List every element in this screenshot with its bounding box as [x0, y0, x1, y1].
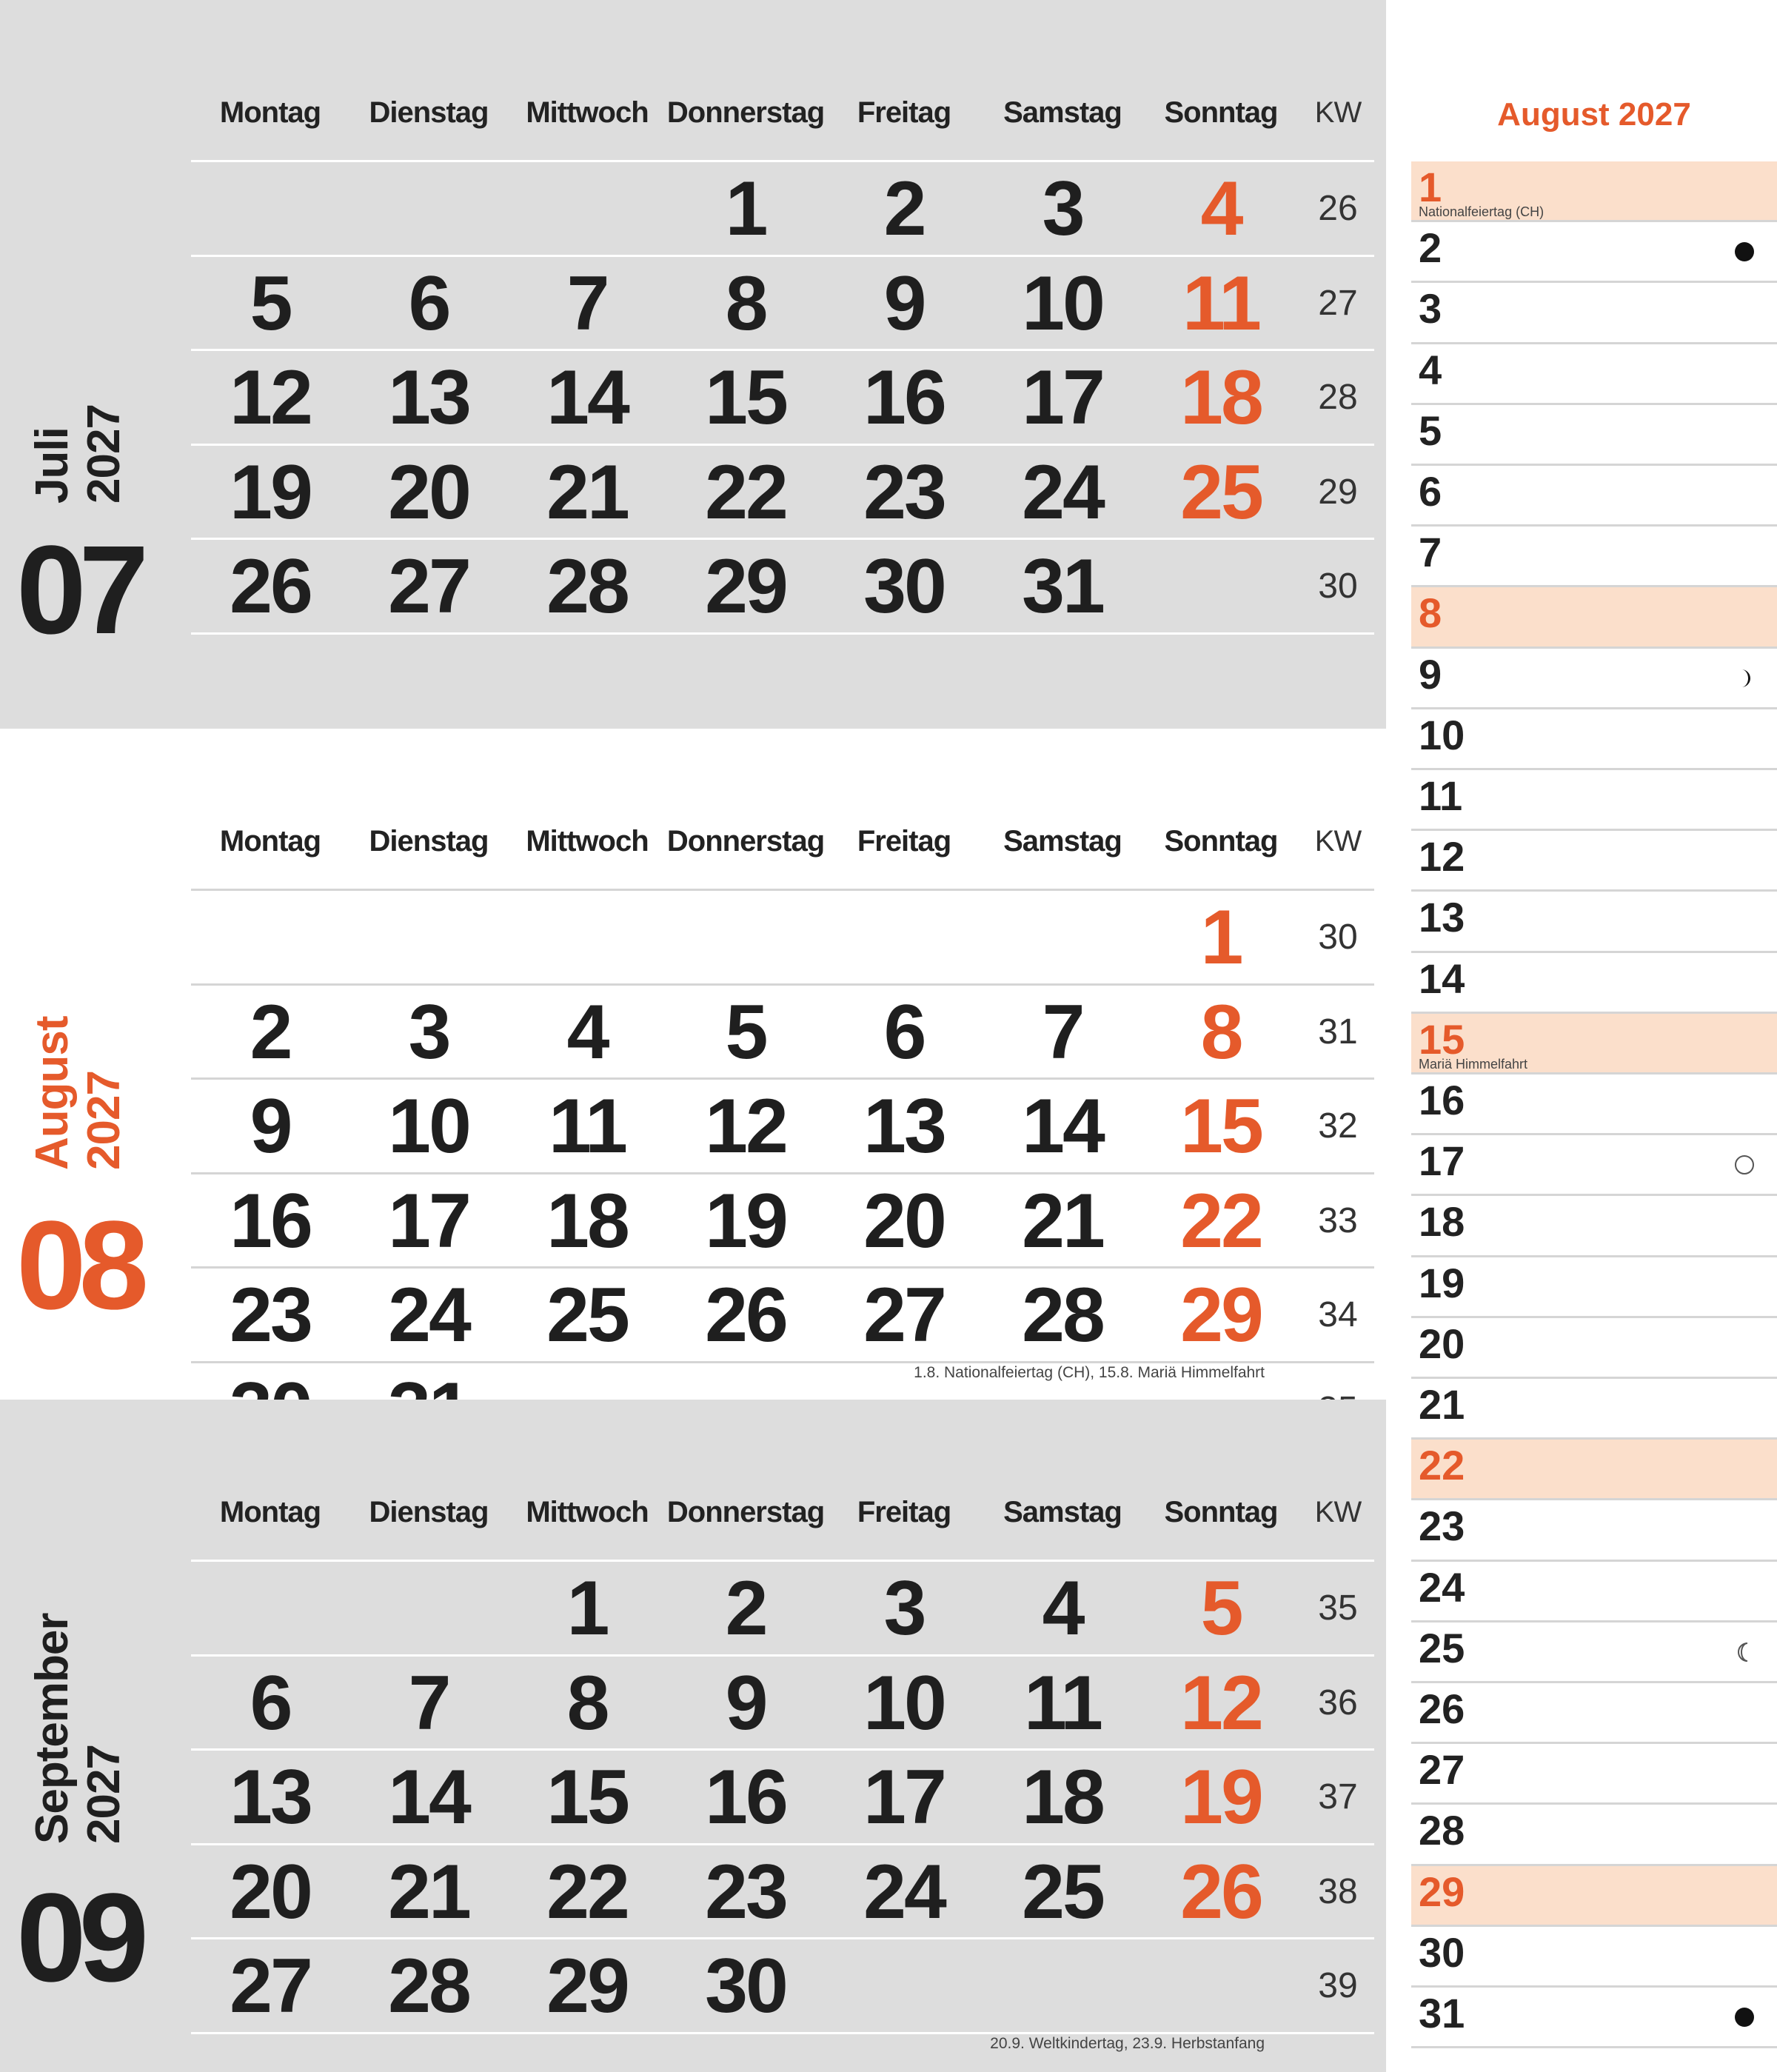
weekday-header: Montag	[219, 825, 321, 858]
date: 28	[1022, 1272, 1103, 1358]
full-moon-icon	[1734, 1154, 1755, 1175]
sidebar-day-number: 23	[1419, 1503, 1465, 1550]
sidebar-day-number: 7	[1419, 529, 1442, 576]
sidebar-day-number: 17	[1419, 1137, 1465, 1185]
sidebar-day-row	[1411, 953, 1777, 1014]
date: 29	[705, 544, 786, 629]
weekday-header: Donnerstag	[666, 96, 825, 129]
row-divider	[191, 255, 1374, 257]
row-divider	[191, 1172, 1374, 1174]
sidebar-holiday-label: Mariä Himmelfahrt	[1419, 1056, 1528, 1072]
weekday-header: Samstag	[1003, 1496, 1122, 1528]
date: 9	[883, 260, 925, 347]
date: 6	[250, 1660, 291, 1746]
weekday-header: Dienstag	[369, 825, 489, 858]
weekday-header: Samstag	[1003, 825, 1122, 858]
sunday-date: 11	[1182, 260, 1259, 347]
sidebar-day-row	[1411, 1744, 1777, 1805]
month-title-rotated	[27, 1016, 133, 1170]
weekday-header: Sonntag	[1164, 1496, 1278, 1528]
weekday-header: Mittwoch	[526, 96, 649, 129]
row-divider	[191, 1748, 1374, 1751]
weekday-header: Montag	[219, 1496, 321, 1528]
month-number: 09	[16, 1868, 142, 2008]
sidebar-day-number: 21	[1419, 1381, 1465, 1428]
sidebar-day-row	[1411, 1500, 1777, 1561]
sunday-date: 19	[1180, 1754, 1262, 1840]
sidebar-day-row	[1411, 831, 1777, 892]
week-number: 39	[1318, 1966, 1358, 2005]
sunday-date: 1	[1200, 895, 1242, 980]
last-quarter-moon-icon	[1734, 1642, 1755, 1662]
sunday-date: 22	[1180, 1177, 1262, 1264]
sunday-date: 12	[1180, 1660, 1262, 1746]
date: 13	[230, 1754, 311, 1840]
date: 1	[566, 1565, 608, 1651]
week-number: 37	[1318, 1777, 1358, 1817]
date: 5	[725, 989, 766, 1075]
sidebar-day-number: 11	[1419, 772, 1463, 819]
sidebar-day-number: 12	[1419, 833, 1465, 880]
date: 5	[250, 260, 291, 347]
date: 10	[388, 1083, 469, 1169]
date: 18	[1022, 1754, 1103, 1840]
row-divider	[191, 160, 1374, 162]
date: 25	[1022, 1848, 1103, 1935]
week-number: 38	[1318, 1871, 1358, 1911]
sidebar-day-row	[1411, 222, 1777, 283]
date: 14	[388, 1754, 469, 1840]
sidebar-day-row	[1411, 1196, 1777, 1257]
date: 23	[230, 1272, 311, 1358]
sidebar-day-number: 1	[1419, 164, 1442, 210]
date: 14	[546, 355, 628, 441]
sidebar-day-number: 6	[1419, 468, 1442, 515]
sidebar-day-row	[1411, 587, 1777, 648]
sidebar-day-number: 18	[1419, 1198, 1465, 1246]
sunday-date: 15	[1180, 1083, 1262, 1169]
date: 10	[863, 1660, 945, 1746]
kw-header: KW	[1314, 1496, 1362, 1528]
sidebar-day-row	[1411, 1622, 1777, 1683]
date: 2	[250, 989, 291, 1075]
date: 27	[863, 1272, 945, 1358]
sidebar-day-row	[1411, 1988, 1777, 2048]
sidebar-day-number: 27	[1419, 1746, 1465, 1794]
sidebar-day-row	[1411, 466, 1777, 527]
sunday-date: 8	[1200, 989, 1242, 1075]
row-divider	[191, 1654, 1374, 1657]
date: 8	[725, 260, 766, 347]
sidebar-title: August 2027	[1497, 96, 1691, 133]
weekday-header: Sonntag	[1164, 825, 1278, 858]
sidebar-day-number: 28	[1419, 1807, 1465, 1854]
sidebar-day-number: 10	[1419, 711, 1465, 758]
date: 30	[705, 1943, 786, 2029]
weekday-header: Sonntag	[1164, 96, 1278, 129]
weekday-header: Dienstag	[369, 1496, 489, 1528]
month-block-september	[0, 1400, 1386, 2072]
week-number: 26	[1318, 189, 1358, 228]
sunday-date: 4	[1200, 166, 1242, 252]
sunday-date: 26	[1180, 1848, 1262, 1935]
weekday-header: Montag	[219, 96, 321, 129]
sidebar-day-row	[1411, 1927, 1777, 1988]
weekday-header: Mittwoch	[526, 1496, 649, 1528]
sidebar-day-row	[1411, 283, 1777, 344]
row-divider	[191, 1937, 1374, 1939]
first-quarter-moon-icon	[1734, 668, 1755, 689]
date: 16	[230, 1177, 311, 1264]
date: 3	[1042, 166, 1083, 252]
sidebar-day-row	[1411, 1379, 1777, 1440]
kw-header: KW	[1314, 825, 1362, 858]
row-divider	[191, 538, 1374, 540]
row-divider	[191, 889, 1374, 891]
sidebar-day-row	[1411, 1014, 1777, 1075]
sidebar-day-row	[1411, 649, 1777, 709]
date: 30	[863, 544, 945, 629]
month-block-august	[0, 729, 1386, 1400]
new-moon-icon	[1734, 2007, 1755, 2028]
month-year: 2027	[78, 404, 130, 504]
date: 2	[725, 1565, 766, 1651]
sidebar-day-row	[1411, 1562, 1777, 1622]
sidebar-day-number: 16	[1419, 1077, 1465, 1123]
row-divider	[191, 444, 1374, 446]
date: 20	[863, 1177, 945, 1264]
sidebar-day-row	[1411, 1257, 1777, 1318]
date: 26	[230, 544, 311, 629]
sidebar-day-number: 9	[1419, 650, 1442, 698]
date: 18	[546, 1177, 628, 1264]
month-title-rotated	[27, 1613, 133, 1844]
date: 19	[230, 449, 311, 535]
date: 11	[549, 1083, 626, 1169]
date: 13	[863, 1083, 945, 1169]
week-number: 31	[1318, 1012, 1358, 1052]
date: 23	[863, 449, 945, 535]
week-number: 33	[1318, 1200, 1358, 1240]
date: 4	[566, 989, 608, 1075]
month-name: August	[27, 1016, 78, 1170]
date: 3	[408, 989, 449, 1075]
row-divider	[191, 1361, 1374, 1363]
date: 27	[230, 1943, 311, 2029]
date: 31	[1022, 544, 1103, 629]
holiday-note: 1.8. Nationalfeiertag (CH), 15.8. Mariä Himmelfahrt	[914, 1364, 1265, 1381]
date: 28	[388, 1943, 469, 2029]
date: 28	[546, 544, 628, 629]
week-number: 32	[1318, 1106, 1358, 1146]
sidebar-day-number: 13	[1419, 894, 1465, 941]
sidebar-day-number: 15	[1419, 1015, 1465, 1063]
sidebar-day-number: 25	[1419, 1624, 1465, 1671]
sidebar-day-number: 3	[1419, 285, 1442, 332]
date: 16	[863, 355, 945, 441]
sidebar-day-number: 4	[1419, 346, 1442, 393]
month-name: September	[27, 1613, 78, 1844]
sidebar-day-row	[1411, 527, 1777, 587]
date: 13	[388, 355, 469, 441]
sidebar-day-number: 5	[1419, 407, 1442, 454]
date: 3	[883, 1565, 925, 1651]
week-number: 34	[1318, 1295, 1358, 1334]
sidebar-day-number: 31	[1419, 1990, 1465, 2036]
sidebar-day-number: 24	[1419, 1563, 1465, 1611]
date: 24	[388, 1272, 469, 1358]
sidebar-day-row	[1411, 1683, 1777, 1744]
week-number: 35	[1318, 1588, 1358, 1628]
date: 6	[408, 260, 449, 347]
sidebar-day-row	[1411, 405, 1777, 466]
date: 24	[1022, 449, 1103, 535]
sidebar-day-number: 19	[1419, 1259, 1465, 1306]
date: 26	[705, 1272, 786, 1358]
date: 9	[250, 1083, 291, 1169]
row-divider	[191, 1077, 1374, 1080]
date: 11	[1024, 1660, 1101, 1746]
sidebar-day-number: 30	[1419, 1928, 1465, 1976]
sidebar-day-number: 22	[1419, 1442, 1465, 1489]
sidebar-day-number: 8	[1419, 589, 1442, 637]
sidebar-day-number: 29	[1419, 1868, 1465, 1915]
date: 14	[1022, 1083, 1103, 1169]
row-divider	[191, 349, 1374, 351]
week-number: 28	[1318, 378, 1358, 417]
date: 2	[883, 166, 925, 252]
date: 10	[1022, 260, 1103, 347]
row-divider	[191, 983, 1374, 986]
sunday-date: 29	[1180, 1272, 1262, 1358]
month-number: 08	[16, 1195, 142, 1336]
month-block-juli	[0, 0, 1386, 729]
date: 29	[546, 1943, 628, 2029]
sidebar-day-row	[1411, 1440, 1777, 1500]
month-name: Juli	[27, 427, 78, 504]
sidebar-day-number: 20	[1419, 1320, 1465, 1367]
date: 24	[863, 1848, 945, 1935]
date: 7	[566, 260, 608, 347]
sidebar-day-row	[1411, 892, 1777, 952]
sunday-date: 5	[1200, 1565, 1242, 1651]
weekday-header: Mittwoch	[526, 825, 649, 858]
row-divider	[191, 1843, 1374, 1845]
month-year: 2027	[78, 1071, 130, 1170]
date: 20	[230, 1848, 311, 1935]
row-divider	[191, 632, 1374, 635]
date: 22	[705, 449, 786, 535]
sidebar-day-number: 14	[1419, 955, 1465, 1002]
row-divider	[191, 1266, 1374, 1269]
date: 27	[388, 544, 469, 629]
date: 9	[725, 1660, 766, 1746]
sidebar-day-row	[1411, 1318, 1777, 1379]
weekday-header: Donnerstag	[666, 825, 825, 858]
date: 25	[546, 1272, 628, 1358]
sidebar-day-number: 26	[1419, 1685, 1465, 1732]
sidebar-day-row	[1411, 709, 1777, 770]
date: 12	[705, 1083, 786, 1169]
date: 19	[705, 1177, 786, 1264]
row-divider	[191, 1560, 1374, 1562]
date: 17	[1022, 355, 1103, 441]
date: 17	[863, 1754, 945, 1840]
sidebar-day-row	[1411, 1805, 1777, 1865]
new-moon-icon	[1734, 241, 1755, 262]
date: 7	[408, 1660, 449, 1746]
holiday-note: 20.9. Weltkindertag, 23.9. Herbstanfang	[990, 2035, 1265, 2052]
sidebar-day-row	[1411, 1866, 1777, 1927]
weekday-header: Freitag	[857, 1496, 951, 1528]
sidebar-day-row	[1411, 161, 1777, 222]
week-number: 29	[1318, 472, 1358, 512]
weekday-header: Dienstag	[369, 96, 489, 129]
date: 4	[1042, 1565, 1083, 1651]
month-year: 2027	[78, 1745, 130, 1844]
kw-header: KW	[1314, 96, 1362, 129]
date: 15	[705, 355, 786, 441]
sunday-date: 25	[1180, 449, 1262, 535]
date: 15	[546, 1754, 628, 1840]
month-title-rotated	[27, 404, 133, 504]
date: 1	[725, 166, 766, 252]
date: 22	[546, 1848, 628, 1935]
date: 16	[705, 1754, 786, 1840]
date: 7	[1042, 989, 1083, 1075]
week-number: 36	[1318, 1682, 1358, 1722]
sunday-date: 18	[1180, 355, 1262, 441]
weekday-header: Freitag	[857, 825, 951, 858]
week-number: 30	[1318, 567, 1358, 606]
weekday-header: Samstag	[1003, 96, 1122, 129]
date: 21	[546, 449, 628, 535]
date: 17	[388, 1177, 469, 1264]
sidebar-day-row	[1411, 344, 1777, 405]
week-number: 30	[1318, 918, 1358, 957]
date: 21	[388, 1848, 469, 1935]
weekday-header: Freitag	[857, 96, 951, 129]
month-number: 07	[16, 520, 142, 661]
date: 20	[388, 449, 469, 535]
sidebar-day-row	[1411, 1075, 1777, 1135]
sidebar-day-row	[1411, 1135, 1777, 1196]
date: 21	[1022, 1177, 1103, 1264]
date: 23	[705, 1848, 786, 1935]
date: 6	[883, 989, 925, 1075]
date: 8	[566, 1660, 608, 1746]
date: 12	[230, 355, 311, 441]
sidebar-holiday-label: Nationalfeiertag (CH)	[1419, 204, 1545, 219]
weekday-header: Donnerstag	[666, 1496, 825, 1528]
week-number: 27	[1318, 283, 1358, 323]
sidebar-day-row	[1411, 770, 1777, 831]
row-divider	[191, 2032, 1374, 2034]
sidebar-day-number: 2	[1419, 224, 1442, 272]
